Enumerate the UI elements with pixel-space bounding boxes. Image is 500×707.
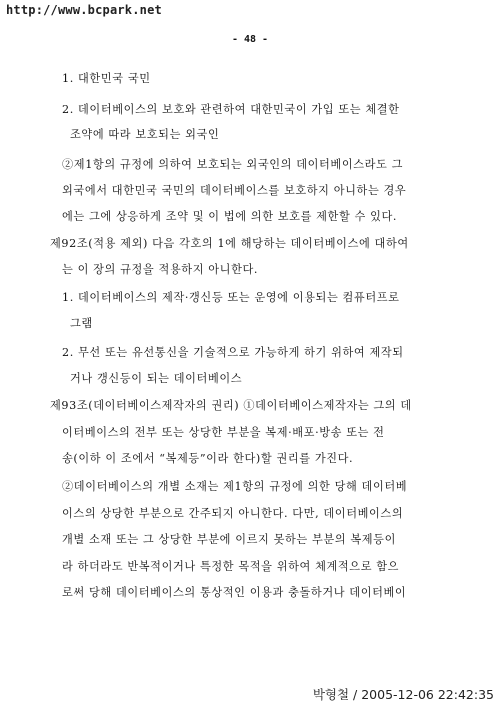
text-line: 송(이하 이 조에서 “복제등”이라 한다)할 권리를 가진다. [62, 452, 354, 465]
text-line: 라 하더라도 반복적이거나 특정한 목적을 위하여 체계적으로 함으 [62, 560, 400, 573]
text-line: 이터베이스의 전부 또는 상당한 부분을 복제·배포·방송 또는 전 [62, 426, 385, 439]
text-line: 그램 [70, 317, 93, 330]
text-line: 2. 데이터베이스의 보호와 관련하여 대한민국이 가입 또는 체결한 [62, 103, 400, 116]
text-line: 제92조(적용 제외) 다음 각호의 1에 해당하는 데이터베이스에 대하여 [50, 237, 409, 250]
page-number: - 48 - [231, 34, 269, 45]
text-line: 2. 무선 또는 유선통신을 기술적으로 가능하게 하기 위하여 제작되 [62, 346, 404, 359]
text-line: 조약에 따라 보호되는 외국인 [70, 128, 220, 141]
text-line: 1. 대한민국 국민 [62, 72, 151, 85]
text-line: 1. 데이터베이스의 제작·갱신등 또는 운영에 이용되는 컴퓨터프로 [62, 291, 400, 304]
source-watermark: http://www.bcpark.net [6, 3, 162, 17]
text-line: ②제1항의 규정에 의하여 보호되는 외국인의 데이터베이스라도 그 [62, 158, 404, 171]
text-line: 외국에서 대한민국 국민의 데이터베이스를 보호하지 아니하는 경우 [62, 184, 407, 197]
text-line: 로써 당해 데이터베이스의 통상적인 이용과 충돌하거나 데이터베이 [62, 586, 407, 599]
text-line: ②데이터베이스의 개별 소재는 제1항의 규정에 의한 당해 데이터베 [62, 480, 408, 493]
text-line: 는 이 장의 규정을 적용하지 아니한다. [62, 263, 259, 276]
text-line: 거나 갱신등이 되는 데이터베이스 [70, 372, 243, 385]
text-line: 개별 소재 또는 그 상당한 부분에 이르지 못하는 부분의 복제등이 [62, 533, 396, 546]
text-line: 이스의 상당한 부분으로 간주되지 아니한다. 다만, 데이터베이스의 [62, 507, 404, 520]
text-line: 제93조(데이터베이스제작자의 권리) ①데이터베이스제작자는 그의 데 [50, 399, 412, 412]
author-timestamp: 박형철 / 2005-12-06 22:42:35 [312, 687, 494, 702]
text-line: 에는 그에 상응하게 조약 및 이 법에 의한 보호를 제한할 수 있다. [62, 210, 398, 223]
